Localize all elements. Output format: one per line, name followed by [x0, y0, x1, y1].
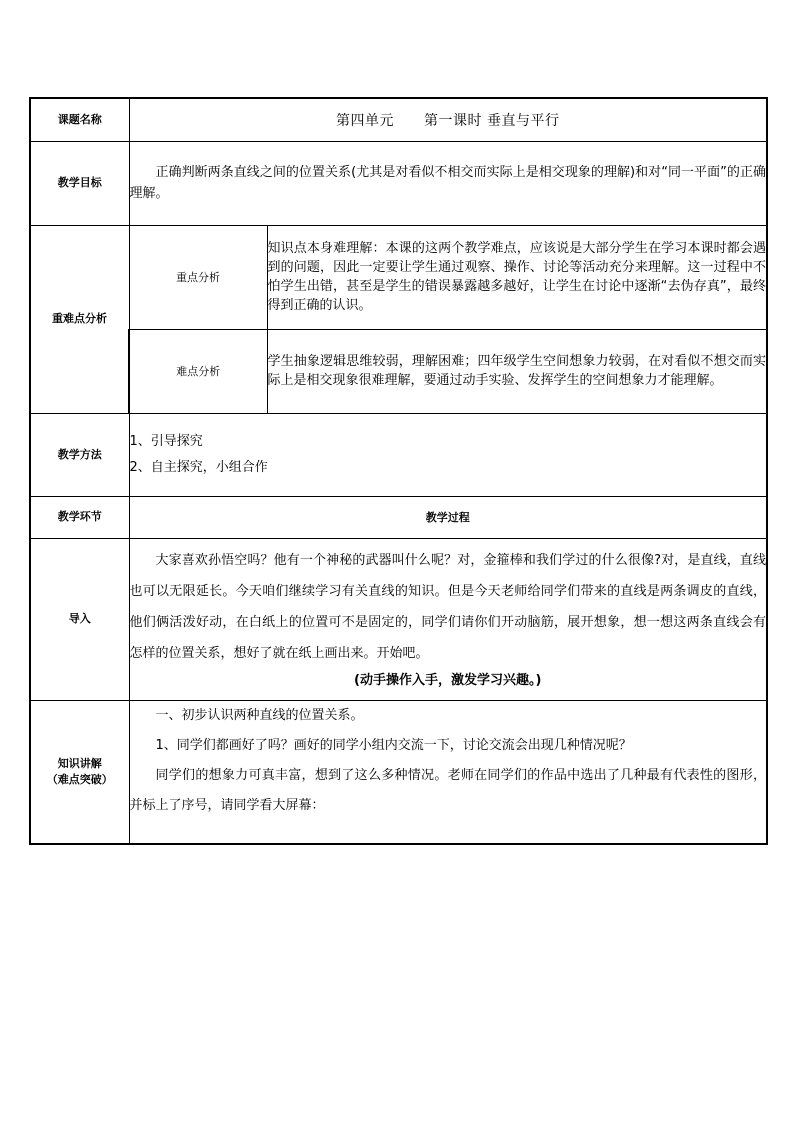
- process-label: 教学过程: [129, 496, 767, 538]
- hard-point-row: [30, 329, 767, 413]
- lesson-title: [129, 98, 767, 141]
- method-label: 教学方法: [30, 413, 129, 496]
- method-list: [129, 413, 767, 496]
- lesson-plan-table: [29, 97, 768, 845]
- knowledge-paragraph: 一、初步认识两种直线的位置关系。: [155, 707, 364, 723]
- title-lesson: 第一课时: [424, 112, 482, 129]
- stage-header-row: [30, 496, 767, 538]
- method-item: 1、引导探究: [129, 433, 203, 449]
- intro-highlight: (动手操作入手，激发学习兴趣。): [354, 673, 542, 688]
- intro-cell: [129, 538, 767, 700]
- key-point-text: 知识点本身难理解：本课的这两个教学难点，应该说是大部分学生在学习本课时都会遇到的问题，因此一定要让学生通过观察、操作、讨论等活动充分来理解。这一过程中不怕学生出错，甚至是学生的错误暴露越多越好，让学生在讨论中逐渐“去伪存真”，最终得到正确的认识。: [267, 225, 767, 329]
- course-name-row: [30, 98, 767, 141]
- stage-label: 教学环节: [30, 496, 129, 538]
- hard-point-label: 难点分析: [129, 329, 267, 413]
- method-row: [30, 413, 767, 496]
- intro-label: 导入: [30, 538, 129, 700]
- course-name-label: 课题名称: [30, 98, 129, 141]
- objective-label: 教学目标: [30, 141, 129, 225]
- key-point-label: 重点分析: [129, 225, 267, 329]
- title-unit: 第四单元: [336, 112, 394, 129]
- hard-point-text: 学生抽象逻辑思维较弱，理解困难；四年级学生空间想象力较弱，在对看似不想交而实际上是相交现象很难理解，要通过动手实验、发挥学生的空间想象力才能理解。: [267, 329, 767, 413]
- method-item: 2、自主探究，小组合作: [129, 459, 268, 475]
- intro-text: 大家喜欢孙悟空吗？他有一个神秘的武器叫什么呢？对，金箍棒和我们学过的什么很像?对，是直线，直线也可以无限延长。今天咱们继续学习有关直线的知识。但是今天老师给同学们带来的直线是两条调皮的直线，他们俩活泼好动，在白纸上的位置可不是固定的，同学们请你们开动脑筋，展开想象，想一想这两条直线会有怎样的位置关系，想好了就在纸上画出来。开始吧。: [129, 553, 766, 661]
- intro-row: [30, 538, 767, 700]
- knowledge-paragraph: 1、同学们都画好了吗？画好的同学小组内交流一下，讨论交流会出现几种情况呢？: [155, 737, 632, 753]
- knowledge-label-line2: （难点突破）: [46, 772, 113, 786]
- objective-cell: [129, 141, 767, 225]
- knowledge-label-line1: 知识讲解: [57, 756, 102, 770]
- objective-text: 正确判断两条直线之间的位置关系(尤其是对看似不相交而实际上是相交现象的理解)和对“同一平面”的正确理解。: [129, 165, 766, 201]
- knowledge-label: [30, 700, 129, 844]
- knowledge-cell: [129, 700, 767, 844]
- key-point-row: [30, 225, 767, 329]
- knowledge-row: [30, 700, 767, 844]
- title-topic: 垂直与平行: [487, 112, 560, 129]
- objective-row: [30, 141, 767, 225]
- knowledge-paragraph: 同学们的想象力可真丰富，想到了这么多种情况。老师在同学们的作品中选出了几种最有代表性的图形，并标上了序号，请同学看大屏幕：: [129, 767, 766, 813]
- difficulty-label: 重难点分析: [30, 225, 129, 413]
